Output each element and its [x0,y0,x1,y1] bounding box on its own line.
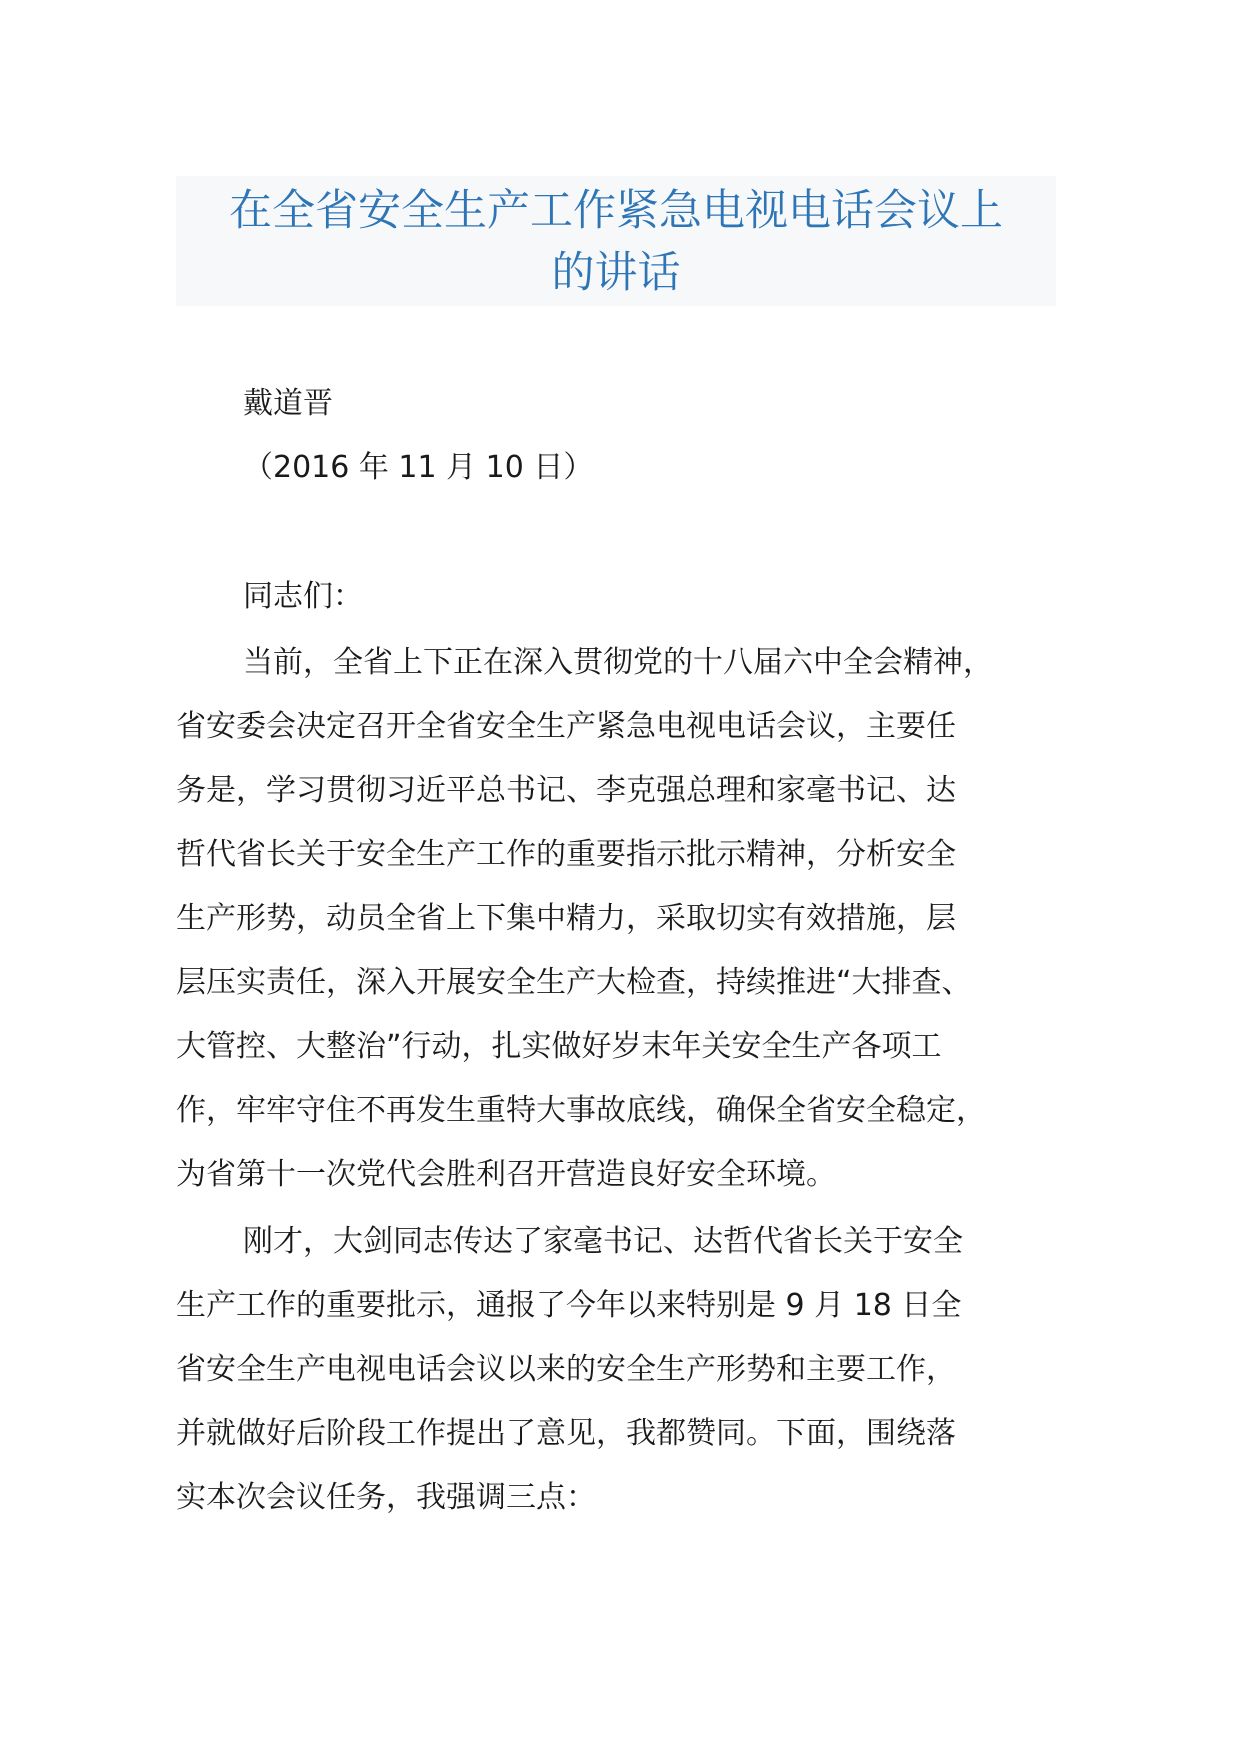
paragraph-line: 当前，全省上下正在深入贯彻党的十八届六中全会精神， [243,645,993,680]
document-title [176,176,1056,306]
paragraph-line: 哲代省长关于安全生产工作的重要指示批示精神，分析安全 [176,837,956,872]
author-name: 戴道晋 [243,386,333,421]
paragraph-line: 为省第十一次党代会胜利召开营造良好安全环境。 [176,1157,836,1192]
paragraph-line: 实本次会议任务，我强调三点： [176,1480,596,1515]
paragraph-line: 务是，学习贯彻习近平总书记、李克强总理和家毫书记、达 [176,773,956,808]
paragraph-1 [176,631,1096,1207]
title-line-1: 在全省安全生产工作紧急电视电话会议上 [229,186,1003,236]
paragraph-line: 大管控、大整治”行动，扎实做好岁末年关安全生产各项工 [176,1029,942,1064]
paragraph-line: 作，牢牢守住不再发生重特大事故底线，确保全省安全稳定， [176,1093,986,1128]
title-line-2: 的讲话 [551,248,681,298]
paragraph-2 [176,1210,1096,1530]
speech-date: （2016 年 11 月 10 日） [243,450,594,485]
paragraph-line: 生产工作的重要批示，通报了今年以来特别是 9 月 18 日全 [176,1288,962,1323]
paragraph-line: 省安全生产电视电话会议以来的安全生产形势和主要工作， [176,1352,956,1387]
paragraph-line: 层压实责任，深入开展安全生产大检查，持续推进“大排查、 [176,965,972,1000]
paragraph-line: 并就做好后阶段工作提出了意见，我都赞同。下面，围绕落 [176,1416,956,1451]
paragraph-line: 省安委会决定召开全省安全生产紧急电视电话会议，主要任 [176,709,956,744]
paragraph-line: 生产形势，动员全省上下集中精力，采取切实有效措施，层 [176,901,956,936]
salutation: 同志们： [243,579,363,614]
paragraph-line: 刚才，大剑同志传达了家毫书记、达哲代省长关于安全 [243,1224,963,1259]
